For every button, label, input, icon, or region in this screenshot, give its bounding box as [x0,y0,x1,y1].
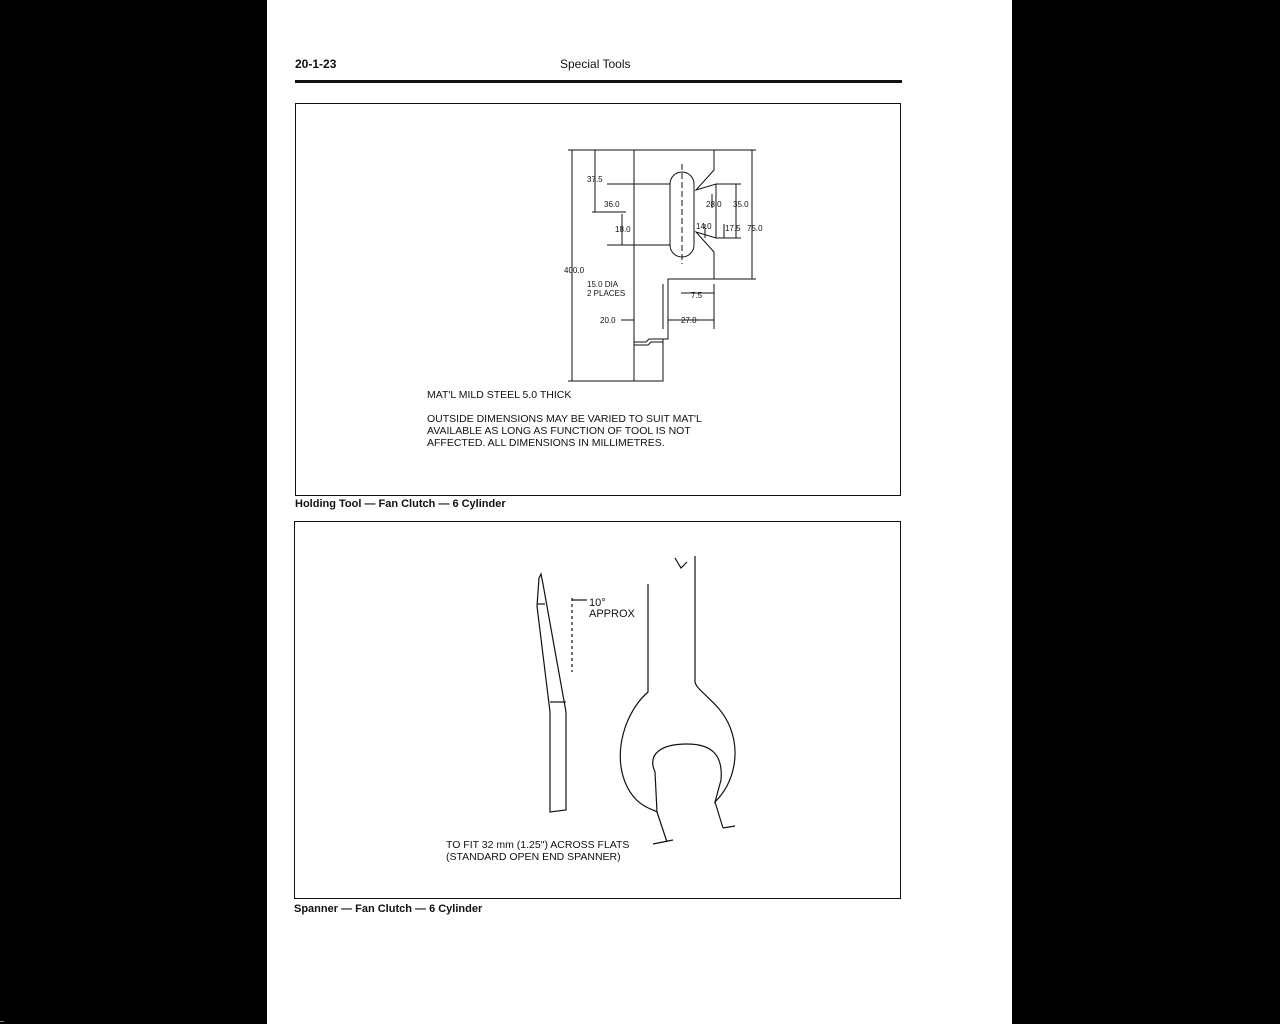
dim-400-0: 400.0 [564,266,585,275]
dim-37-5: 37.5 [587,175,603,184]
spanner-notes [446,839,629,863]
note-line: TO FIT 32 mm (1.25") ACROSS FLATS [446,839,630,851]
holding-tool-figure [295,103,901,496]
dim-18-0: 18.0 [615,225,631,234]
dim-27-0: 27.0 [681,316,697,325]
material-note: MAT'L MILD STEEL 5.0 THICK [427,389,572,401]
dim-dia-line2: 2 PLACES [587,289,626,298]
note-line: AFFECTED. ALL DIMENSIONS IN MILLIMETRES. [427,437,665,449]
dim-28-0: 28.0 [706,200,722,209]
dimension-notes [427,413,702,449]
dim-dia-line1: 15.0 DIA [587,280,619,289]
note-line: (STANDARD OPEN END SPANNER) [446,851,621,863]
header-rule [295,80,902,83]
note-line: AVAILABLE AS LONG AS FUNCTION OF TOOL IS NOT [427,425,691,437]
holding-tool-caption: Holding Tool — Fan Clutch — 6 Cylinder [295,498,506,510]
spanner-figure [294,521,901,899]
manual-page [267,0,1012,1024]
dim-75-0: 75.0 [747,224,763,233]
angle-approx-label: APPROX [589,608,635,620]
section-title: Special Tools [560,57,631,71]
dim-14-0: 14.0 [696,222,712,231]
page-number: 20-1-23 [295,57,337,71]
dim-7-5: 7.5 [691,291,703,300]
dim-36-0: 36.0 [604,200,620,209]
dim-20-0: 20.0 [600,316,616,325]
dim-17-5: 17.5 [725,224,741,233]
dim-35-0: 35.0 [733,200,749,209]
angle-label: 10° [589,597,606,609]
note-line: OUTSIDE DIMENSIONS MAY BE VARIED TO SUIT MAT'L [427,413,702,425]
corner-mark [0,1021,4,1022]
spanner-caption: Spanner — Fan Clutch — 6 Cylinder [294,903,483,915]
